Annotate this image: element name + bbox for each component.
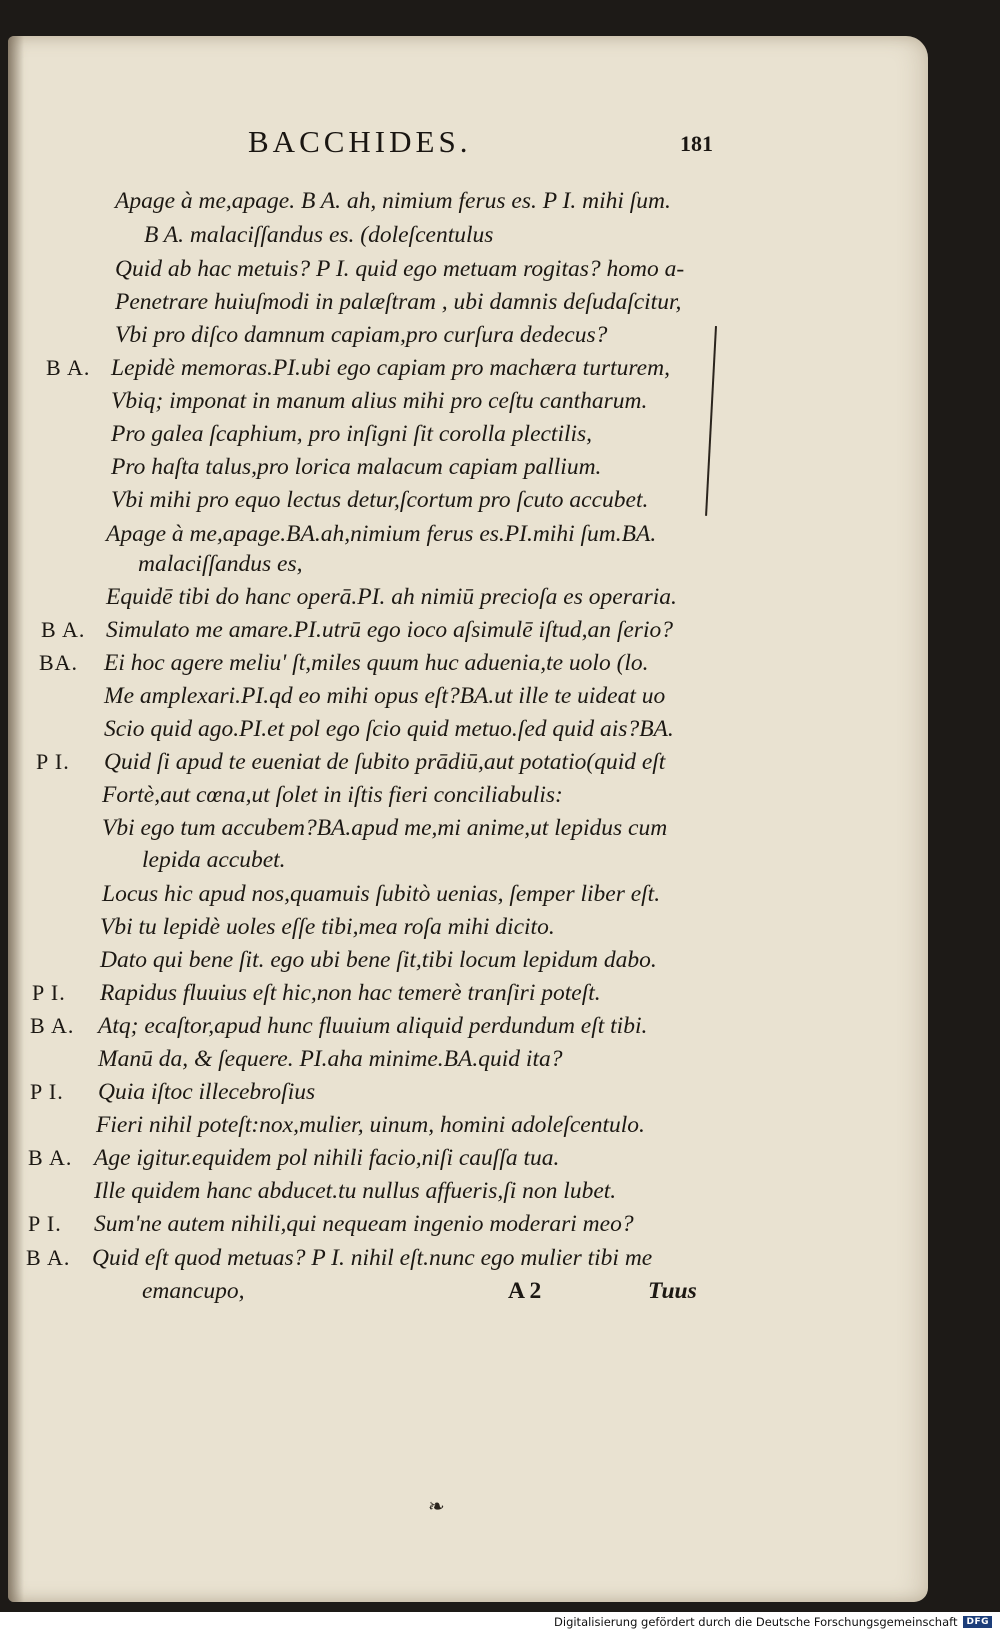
text-line: Scio quid ago.PI.et pol ego ſcio quid metuo.ſed quid ais?BA. (104, 716, 674, 742)
page-gutter-shadow (8, 36, 24, 1602)
text-line: Penetrare huiuſmodi in palæſtram , ubi damnis deſudaſcitur, (115, 289, 682, 315)
speaker-label: P I. (36, 749, 70, 774)
ornament-mark: ❧ (428, 1496, 445, 1518)
signature-mark: A 2 (508, 1278, 542, 1304)
text-line: Pro galea ſcaphium, pro inſigni ſit corolla plectilis, (111, 421, 593, 447)
text-line: Vbiq; imponat in manum alius mihi pro ceſtu cantharum. (111, 388, 648, 414)
catchword: Tuus (648, 1278, 697, 1304)
text-line: lepida accubet. (142, 847, 286, 873)
text-line: Manū da, & ſequere. PI.aha minime.BA.quid ita? (98, 1046, 563, 1072)
page-number: 181 (680, 131, 713, 156)
text-line: B A. malaciſſandus es. (doleſcentulus (144, 222, 494, 248)
text-line: Quia iſtoc illecebroſius (98, 1079, 316, 1105)
speaker-label: B A. (28, 1145, 73, 1170)
speaker-label: P I. (28, 1211, 62, 1236)
text-line: Age igitur.equidem pol nihili facio,niſi cauſſa tua. (94, 1145, 560, 1171)
text-line: Vbi mihi pro equo lectus detur,ſcortum pro ſcuto accubet. (111, 487, 649, 513)
dfg-logo-icon: DFG (963, 1616, 992, 1628)
text-line: Ille quidem hanc abducet.tu nullus affueris,ſi non lubet. (94, 1178, 617, 1204)
text-line: Fieri nihil poteſt:nox,mulier, uinum, homini adoleſcentulo. (96, 1112, 645, 1138)
text-line: Equidē tibi do hanc operā.PI. ah nimiū precioſa es operaria. (106, 584, 677, 610)
book-page (8, 36, 928, 1602)
text-line: Quid eſt quod metuas? P I. nihil eſt.nunc ego mulier tibi me (92, 1245, 653, 1271)
text-line: Vbi tu lepidè uoles eſſe tibi,mea roſa mihi dicito. (100, 914, 555, 940)
speaker-label: B A. (30, 1013, 75, 1038)
text-line: Vbi ego tum accubem?BA.apud me,mi anime,ut lepidus cum (102, 815, 668, 841)
text-line: Dato qui bene ſit. ego ubi bene ſit,tibi locum lepidum dabo. (100, 947, 657, 973)
text-line: Locus hic apud nos,quamuis ſubitò uenias, ſemper liber eſt. (102, 881, 661, 907)
speaker-label: P I. (32, 980, 66, 1005)
text-line: Vbi pro diſco damnum capiam,pro curſura dedecus? (115, 322, 608, 348)
text-line: Atq; ecaſtor,apud hunc fluuium aliquid perdundum eſt tibi. (98, 1013, 648, 1039)
speaker-label: B A. (41, 617, 86, 642)
text-line: Rapidus fluuius eſt hic,non hac temerè tranſiri poteſt. (100, 980, 601, 1006)
text-line: Simulato me amare.PI.utrū ego ioco aſsimulē iſtud,an ſerio? (106, 617, 673, 643)
speaker-label: BA. (39, 650, 79, 675)
text-line: emancupo, (142, 1278, 245, 1304)
text-line: Quid ſi apud te eueniat de ſubito prādiū,aut potatio(quid eſt (104, 749, 666, 775)
digitization-credit (554, 1612, 992, 1632)
text-line: Sum'ne autem nihili,qui nequeam ingenio moderari meo? (94, 1211, 634, 1237)
text-line: Apage à me,apage.BA.ah,nimium ferus es.PI.mihi ſum.BA. (106, 521, 657, 547)
running-header: BACCHIDES. (248, 124, 472, 159)
text-line: Lepidè memoras.PI.ubi ego capiam pro machæra turturem, (111, 355, 670, 381)
text-line: Apage à me,apage. B A. ah, nimium ferus es. P I. mihi ſum. (115, 188, 671, 214)
speaker-label: B A. (46, 355, 91, 380)
credit-text: Digitalisierung gefördert durch die Deutsche Forschungsgemeinschaft (554, 1615, 958, 1629)
text-line: malaciſſandus es, (138, 551, 303, 577)
text-line: Pro haſta talus,pro lorica malacum capiam pallium. (111, 454, 602, 480)
text-line: Quid ab hac metuis? P I. quid ego metuam rogitas? homo a- (115, 256, 685, 282)
margin-marking-line (705, 326, 717, 516)
text-line: Me amplexari.PI.qd eo mihi opus eſt?BA.ut ille te uideat uo (104, 683, 666, 709)
text-line: Ei hoc agere meliu' ſt,miles quum huc aduenia,te uolo (lo. (104, 650, 649, 676)
speaker-label: P I. (30, 1079, 64, 1104)
text-line: Fortè,aut cœna,ut ſolet in iſtis fieri conciliabulis: (102, 782, 563, 808)
speaker-label: B A. (26, 1245, 71, 1270)
